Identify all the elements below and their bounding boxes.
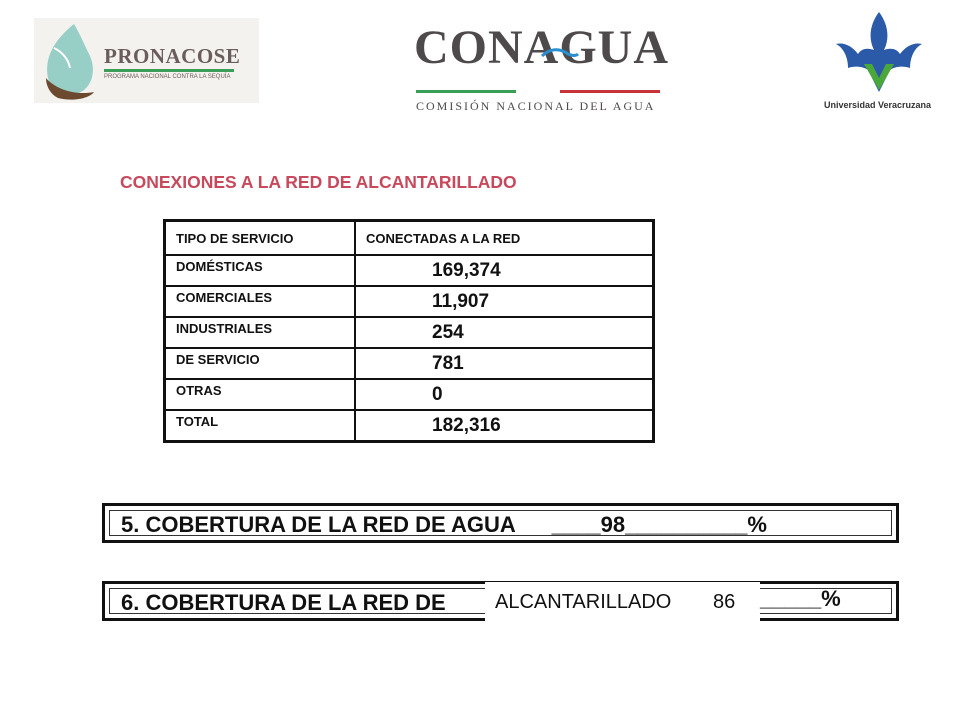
row-value: 182,316 (355, 410, 654, 442)
pronacose-green-bar (104, 69, 234, 72)
row-value: 11,907 (355, 286, 654, 317)
table-row (165, 317, 654, 348)
table-row (165, 255, 654, 286)
row-value: 254 (355, 317, 654, 348)
row-type: TOTAL (165, 410, 356, 442)
table-row (165, 348, 654, 379)
uv-logo (818, 8, 940, 112)
row-value: 169,374 (355, 255, 654, 286)
wave-icon (540, 46, 580, 60)
table-row (165, 379, 654, 410)
sewer-coverage-tail: _____% (760, 586, 841, 611)
row-type: COMERCIALES (165, 286, 356, 317)
table-header-row (165, 221, 654, 256)
row-type: INDUSTRIALES (165, 317, 356, 348)
fleur-de-lis-icon (818, 8, 940, 98)
conagua-name: CONAGUA (414, 21, 669, 74)
row-type: DE SERVICIO (165, 348, 356, 379)
table-row-total (165, 410, 654, 442)
pronacose-subtitle: PROGRAMA NACIONAL CONTRA LA SEQUÍA (104, 74, 231, 80)
sewer-overlay-value: 86 (713, 591, 736, 613)
table-row (165, 286, 654, 317)
conagua-logo (412, 20, 669, 113)
section-title: CONEXIONES A LA RED DE ALCANTARILLADO (120, 172, 517, 192)
row-type: OTRAS (165, 379, 356, 410)
connections-table (163, 219, 655, 443)
uv-name: Universidad Veracruzana (824, 100, 932, 110)
row-value: 781 (355, 348, 654, 379)
sewer-overlay-patch (485, 582, 760, 624)
row-value: 0 (355, 379, 654, 410)
header-service-type: TIPO DE SERVICIO (165, 221, 356, 256)
pronacose-name: PRONACOSE (104, 44, 241, 68)
sewer-overlay-word: ALCANTARILLADO (495, 591, 672, 613)
conagua-red-bar (560, 90, 660, 93)
conagua-subtitle: COMISIÓN NACIONAL DEL AGUA (416, 99, 656, 113)
header-connected: CONECTADAS A LA RED (355, 221, 654, 256)
sewer-coverage-text: 6. COBERTURA DE LA RED DE (121, 590, 446, 615)
water-coverage-box (102, 503, 899, 543)
water-coverage-text: 5. COBERTURA DE LA RED DE AGUA ____98__________% (121, 512, 767, 537)
drought-drop-icon (34, 18, 104, 103)
pronacose-logo (34, 18, 259, 103)
conagua-green-bar (416, 90, 516, 93)
row-type: DOMÉSTICAS (165, 255, 356, 286)
